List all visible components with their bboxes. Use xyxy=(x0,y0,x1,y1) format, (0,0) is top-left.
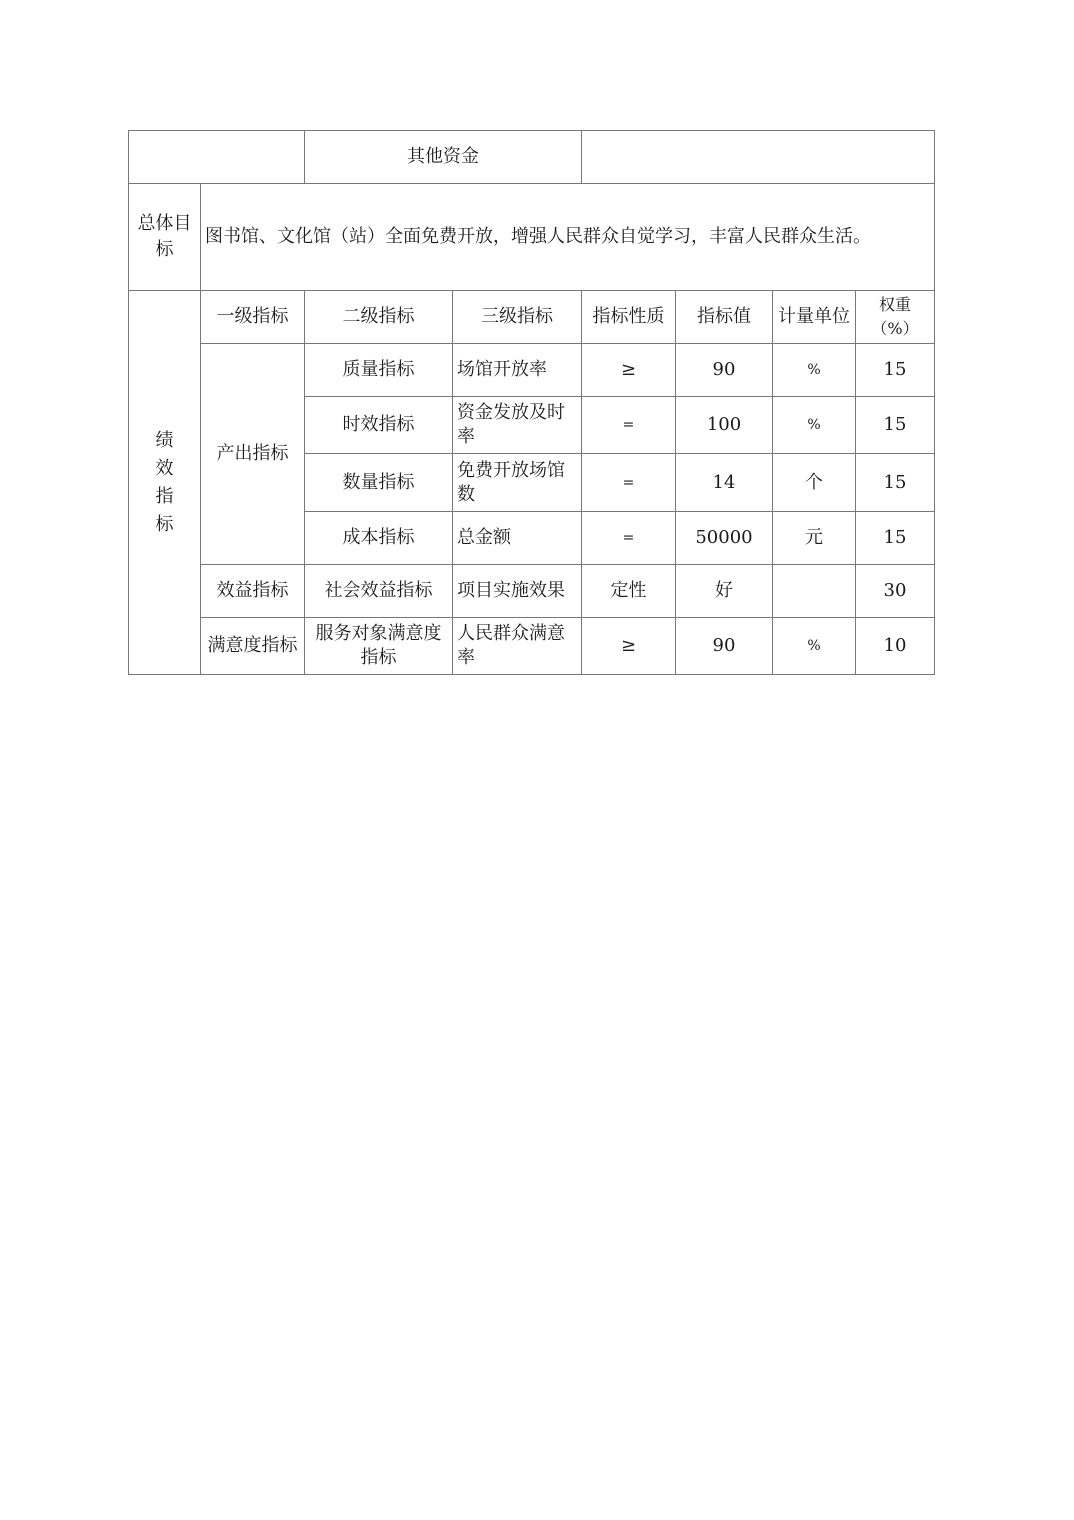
nature-cell: ≥ xyxy=(582,618,676,675)
weight-cell: 15 xyxy=(856,397,935,454)
header-nature: 指标性质 xyxy=(582,291,676,344)
nature-cell: ≥ xyxy=(582,344,676,397)
nature-cell: = xyxy=(582,454,676,512)
table-row xyxy=(129,565,935,618)
nature-cell: = xyxy=(582,397,676,454)
header-level1: 一级指标 xyxy=(201,291,305,344)
weight-cell: 15 xyxy=(856,512,935,565)
weight-cell: 15 xyxy=(856,344,935,397)
level2-cell: 时效指标 xyxy=(305,397,453,454)
value-cell: 50000 xyxy=(676,512,773,565)
goal-text: 图书馆、文化馆（站）全面免费开放，增强人民群众自觉学习，丰富人民群众生活。 xyxy=(201,184,935,291)
header-unit: 计量单位 xyxy=(773,291,856,344)
output-group-label: 产出指标 xyxy=(201,344,305,565)
level2-cell: 成本指标 xyxy=(305,512,453,565)
level3-cell: 免费开放场馆数 xyxy=(453,454,582,512)
funding-row xyxy=(129,131,935,184)
value-cell: 90 xyxy=(676,618,773,675)
nature-cell: 定性 xyxy=(582,565,676,618)
header-level3: 三级指标 xyxy=(453,291,582,344)
table-row xyxy=(129,344,935,397)
level2-cell: 社会效益指标 xyxy=(305,565,453,618)
header-value: 指标值 xyxy=(676,291,773,344)
weight-cell: 30 xyxy=(856,565,935,618)
nature-cell: = xyxy=(582,512,676,565)
level2-cell: 服务对象满意度指标 xyxy=(305,618,453,675)
table-row xyxy=(129,618,935,675)
benefit-group-label: 效益指标 xyxy=(201,565,305,618)
unit-cell: % xyxy=(773,344,856,397)
unit-cell: 元 xyxy=(773,512,856,565)
satisfaction-group-label: 满意度指标 xyxy=(201,618,305,675)
funding-blank-cell xyxy=(129,131,305,184)
goal-row xyxy=(129,184,935,291)
value-cell: 100 xyxy=(676,397,773,454)
performance-target-table xyxy=(128,130,935,675)
level2-cell: 质量指标 xyxy=(305,344,453,397)
weight-cell: 10 xyxy=(856,618,935,675)
level3-cell: 项目实施效果 xyxy=(453,565,582,618)
header-level2: 二级指标 xyxy=(305,291,453,344)
goal-label: 总体目标 xyxy=(129,184,201,291)
header-weight: 权重（%） xyxy=(856,291,935,344)
unit-cell: % xyxy=(773,618,856,675)
indicator-header-row xyxy=(129,291,935,344)
level3-cell: 场馆开放率 xyxy=(453,344,582,397)
unit-cell xyxy=(773,565,856,618)
unit-cell: 个 xyxy=(773,454,856,512)
indicator-section-label: 绩效指标 xyxy=(129,291,201,675)
funding-value xyxy=(582,131,935,184)
weight-cell: 15 xyxy=(856,454,935,512)
value-cell: 好 xyxy=(676,565,773,618)
funding-label: 其他资金 xyxy=(305,131,582,184)
level3-cell: 总金额 xyxy=(453,512,582,565)
level2-cell: 数量指标 xyxy=(305,454,453,512)
value-cell: 14 xyxy=(676,454,773,512)
unit-cell: % xyxy=(773,397,856,454)
level3-cell: 资金发放及时率 xyxy=(453,397,582,454)
level3-cell: 人民群众满意率 xyxy=(453,618,582,675)
value-cell: 90 xyxy=(676,344,773,397)
